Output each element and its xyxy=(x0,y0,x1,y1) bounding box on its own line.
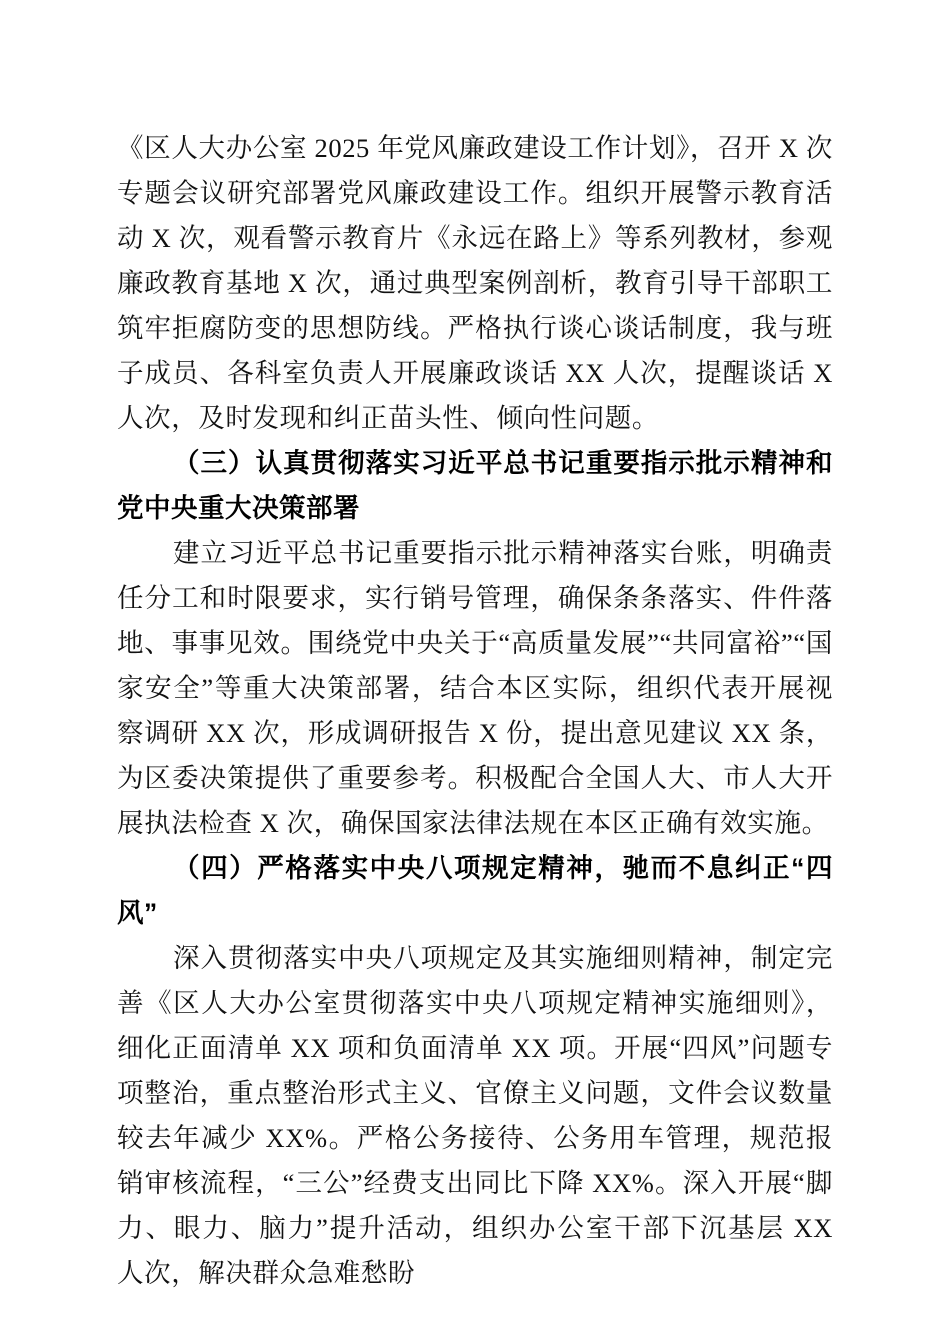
body-paragraph-section-four: 深入贯彻落实中央八项规定及其实施细则精神，制定完善《区人大办公室贯彻落实中央八项规定精神实施细则》，细化正面清单 XX 项和负面清单 XX 项。开展“四风”问题专项整治，重点整治形式主义、官僚主义问题，文件会议数量较去年减少 XX%。严格公务接待、公务用车管理，规范报销审核流程，“三公”经费支出同比下降 XX%。深入开展“脚力、眼力、脑力”提升活动，组织办公室干部下沉基层 XX 人次，解决群众急难愁盼 xyxy=(117,943,833,1288)
document-text-column xyxy=(117,126,833,1296)
section-heading-three: （三）认真贯彻落实习近平总书记重要指示批示精神和党中央重大决策部署 xyxy=(117,448,833,523)
body-paragraph-continued: 《区人大办公室 2025 年党风廉政建设工作计划》，召开 X 次专题会议研究部署党风廉政建设工作。组织开展警示教育活动 X 次，观看警示教育片《永远在路上》等系列教材，参观廉政教育基地 X 次，通过典型案例剖析，教育引导干部职工筑牢拒腐防变的思想防线。严格执行谈心谈话制度，我与班子成员、各科室负责人开展廉政谈话 XX 人次，提醒谈话 X 人次，及时发现和纠正苗头性、倾向性问题。 xyxy=(117,133,833,433)
body-paragraph-section-three: 建立习近平总书记重要指示批示精神落实台账，明确责任分工和时限要求，实行销号管理，确保条条落实、件件落地、事事见效。围绕党中央关于“高质量发展”“共同富裕”“国家安全”等重大决策部署，结合本区实际，组织代表开展视察调研 XX 次，形成调研报告 X 份，提出意见建议 XX 条，为区委决策提供了重要参考。积极配合全国人大、市人大开展执法检查 X 次，确保国家法律法规在本区正确有效实施。 xyxy=(117,538,833,838)
section-heading-four: （四）严格落实中央八项规定精神，驰而不息纠正“四风” xyxy=(117,853,833,928)
